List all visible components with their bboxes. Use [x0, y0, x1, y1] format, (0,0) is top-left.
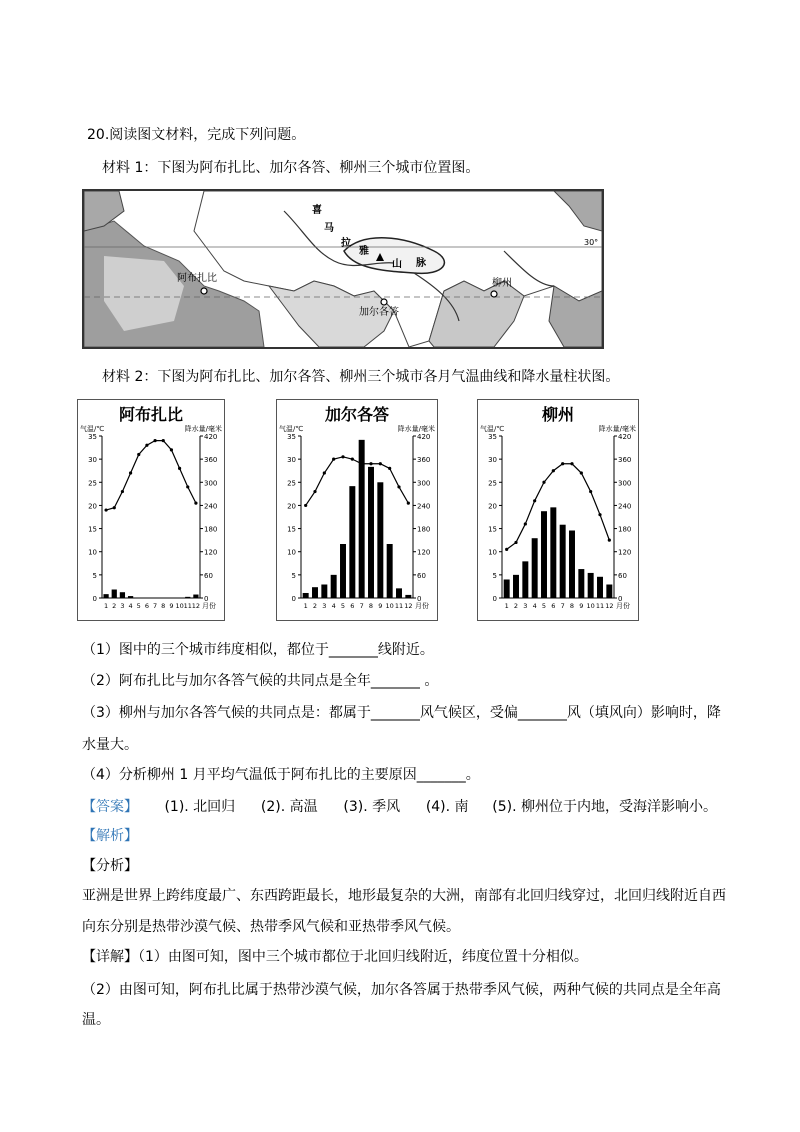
map-label-abu-dhabi: 阿布扎比	[177, 273, 217, 284]
chart-tick-label-left: 10	[287, 548, 296, 557]
chart-tick-label-right: 0	[417, 595, 422, 603]
chart-month-label: 2	[312, 602, 318, 610]
city-marker-kolkata	[381, 299, 387, 305]
precip-bar	[513, 575, 519, 598]
chart-xlabel: 月份	[415, 602, 429, 610]
chart-title: 阿布扎比	[118, 405, 184, 424]
chart-tick-label-left: 20	[287, 502, 296, 511]
chart-tick-label-right: 240	[204, 502, 218, 511]
chart-tick-label-right: 0	[204, 595, 209, 603]
precip-bar	[606, 585, 612, 599]
climate-chart-abu-dhabi	[77, 399, 225, 621]
chart-month-label: 2	[112, 602, 117, 610]
precip-bar	[588, 573, 594, 598]
chart-tick-label-left: 35	[88, 433, 97, 441]
precip-bar	[578, 569, 584, 598]
chart-month-label: 1	[303, 602, 308, 610]
analysis-paragraph-1b: 向东分别是热带沙漠气候、热带季风气候和亚热带季风气候。	[82, 919, 460, 935]
fenxi-tag: 【分析】	[82, 858, 138, 874]
precip-bar	[396, 588, 402, 598]
material-2-text: 材料 2：下图为阿布扎比、加尔各答、柳州三个城市各月气温曲线和降水量柱状图。	[102, 369, 620, 385]
precip-bar	[193, 595, 198, 598]
chart-tick-label-left: 25	[488, 479, 497, 488]
climate-chart-svg-abu-dhabi	[78, 400, 224, 620]
chart-tick-label-right: 420	[618, 433, 632, 441]
chart-tick-label-right: 300	[204, 479, 218, 488]
chart-month-label: 4	[331, 602, 336, 610]
chart-tick-label-right: 180	[204, 525, 218, 534]
material-1-text: 材料 1：下图为阿布扎比、加尔各答、柳州三个城市位置图。	[102, 160, 480, 176]
chart-tick-label-right: 420	[204, 433, 218, 441]
chart-month-label: 5	[541, 602, 547, 610]
chart-ylabel-left: 气温/℃	[279, 425, 304, 433]
chart-month-label: 6	[551, 602, 556, 610]
temperature-point	[397, 485, 400, 488]
answer-tag: 【答案】	[82, 799, 138, 815]
city-marker-abu-dhabi	[201, 288, 207, 294]
temperature-point	[369, 462, 372, 465]
chart-month-label: 12	[191, 602, 201, 610]
precip-bar	[368, 467, 374, 598]
map-label-kolkata: 加尔各答	[359, 307, 399, 318]
chart-tick-label-right: 240	[417, 502, 431, 511]
temperature-point	[332, 458, 335, 461]
chart-tick-label-right: 360	[204, 456, 218, 465]
chart-month-label: 5	[340, 602, 346, 610]
chart-ylabel-right: 降水量/毫米	[598, 425, 636, 433]
temperature-point	[104, 508, 107, 511]
precip-bar	[112, 590, 117, 598]
sub-question-3b: 水量大。	[82, 737, 138, 753]
temperature-point	[323, 471, 326, 474]
precip-bar	[532, 538, 538, 598]
chart-month-label: 4	[532, 602, 537, 610]
precip-bar	[303, 593, 309, 598]
chart-tick-label-left: 5	[492, 571, 497, 580]
sub-question-1: （1）图中的三个城市纬度相似，都位于_______线附近。	[82, 642, 434, 658]
city-marker-liuzhou	[491, 291, 497, 297]
chart-ylabel-left: 气温/℃	[480, 425, 505, 433]
chart-tick-label-left: 15	[488, 525, 497, 534]
temperature-point	[113, 506, 116, 509]
temperature-point	[129, 471, 132, 474]
chart-month-label: 9	[579, 602, 584, 610]
chart-month-label: 3	[523, 602, 528, 610]
chart-tick-label-right: 360	[618, 456, 632, 465]
precip-bar	[597, 577, 603, 598]
detail-1: 【详解】（1）由图可知，图中三个城市都位于北回归线附近，纬度位置十分相似。	[82, 949, 588, 965]
chart-tick-label-right: 60	[417, 571, 426, 580]
temperature-point	[313, 490, 316, 493]
chart-month-label: 11	[394, 602, 404, 610]
chart-month-label: 8	[569, 602, 575, 610]
precip-bar	[312, 587, 318, 598]
chart-month-label: 1	[104, 602, 109, 610]
precip-bar	[128, 596, 133, 598]
chart-month-label: 2	[513, 602, 519, 610]
precip-bar	[340, 544, 346, 598]
chart-tick-label-left: 20	[88, 502, 97, 511]
himalaya-char-6: 脉	[416, 258, 426, 269]
chart-month-label: 10	[385, 602, 394, 610]
location-map	[82, 189, 604, 349]
chart-month-label: 6	[144, 602, 149, 610]
chart-tick-label-right: 60	[204, 571, 213, 580]
precip-bar	[387, 544, 393, 598]
temperature-point	[552, 469, 555, 472]
temperature-point	[153, 439, 156, 442]
chart-month-label: 3	[120, 602, 125, 610]
chart-tick-label-right: 360	[417, 456, 431, 465]
chart-tick-label-left: 5	[291, 571, 296, 580]
precip-bar	[377, 482, 383, 598]
detail-2a: （2）由图可知，阿布扎比属于热带沙漠气候，加尔各答属于热带季风气候，两种气候的共同点是全年高	[82, 982, 721, 998]
temperature-point	[186, 485, 189, 488]
analysis-paragraph-1a: 亚洲是世界上跨纬度最广、东西跨距最长，地形最复杂的大洲，南部有北回归线穿过，北回归线附近自西	[82, 888, 726, 904]
map-label-latitude: 30°	[584, 238, 599, 247]
detail-2b: 温。	[82, 1012, 110, 1028]
temperature-point	[570, 462, 573, 465]
chart-tick-label-right: 420	[417, 433, 431, 441]
chart-month-label: 5	[136, 602, 141, 610]
temperature-point	[145, 444, 148, 447]
sub-question-3a: （3）柳州与加尔各答气候的共同点是：都属于_______风气候区，受偏_______风（填风向）影响时，降	[82, 705, 721, 721]
temperature-point	[178, 467, 181, 470]
chart-month-label: 11	[595, 602, 605, 610]
temperature-point	[514, 541, 517, 544]
temperature-point	[407, 502, 410, 505]
chart-tick-label-left: 25	[287, 479, 296, 488]
chart-month-label: 12	[404, 602, 413, 610]
climate-chart-kolkata	[276, 399, 438, 621]
map-label-liuzhou: 柳州	[492, 278, 512, 289]
precip-bar	[349, 486, 355, 598]
precip-bar	[405, 595, 411, 598]
himalaya-char-2: 马	[324, 223, 334, 234]
chart-tick-label-left: 15	[88, 525, 97, 534]
himalaya-char-3: 拉	[341, 238, 351, 249]
temperature-line	[306, 457, 409, 506]
chart-month-label: 9	[169, 602, 174, 610]
chart-tick-label-left: 30	[88, 456, 97, 465]
map-graphic	[84, 191, 602, 347]
chart-tick-label-right: 120	[204, 548, 218, 557]
chart-ylabel-right: 降水量/毫米	[184, 425, 222, 433]
precip-bar	[120, 592, 125, 598]
temperature-point	[542, 481, 545, 484]
temperature-point	[162, 439, 165, 442]
chart-month-label: 1	[504, 602, 509, 610]
chart-tick-label-left: 30	[287, 456, 296, 465]
temperature-point	[194, 502, 197, 505]
temperature-point	[598, 513, 601, 516]
temperature-point	[388, 467, 391, 470]
precip-bar	[541, 511, 547, 598]
temperature-point	[351, 458, 354, 461]
precip-bar	[560, 525, 566, 598]
chart-ylabel-right: 降水量/毫米	[397, 425, 435, 433]
answer-item-4: (4). 南	[425, 799, 469, 815]
temperature-line	[106, 441, 196, 510]
chart-tick-label-left: 35	[287, 433, 296, 441]
chart-tick-label-right: 120	[417, 548, 431, 557]
chart-month-label: 7	[359, 602, 364, 610]
chart-tick-label-right: 60	[618, 571, 627, 580]
chart-tick-label-left: 10	[88, 548, 97, 557]
chart-month-label: 8	[368, 602, 374, 610]
temperature-point	[379, 462, 382, 465]
temperature-point	[524, 522, 527, 525]
chart-month-label: 10	[175, 602, 184, 610]
chart-tick-label-right: 300	[618, 479, 632, 488]
temperature-point	[533, 499, 536, 502]
chart-tick-label-right: 180	[618, 525, 632, 534]
temperature-point	[304, 504, 307, 507]
chart-month-label: 6	[350, 602, 355, 610]
temperature-line	[507, 464, 610, 550]
question-title: 20.阅读图文材料，完成下列问题。	[87, 127, 306, 143]
chart-tick-label-left: 20	[488, 502, 497, 511]
precip-bar	[185, 597, 190, 598]
jiexi-tag: 【解析】	[82, 828, 138, 844]
precip-bar	[331, 575, 337, 598]
chart-tick-label-left: 25	[88, 479, 97, 488]
chart-month-label: 3	[322, 602, 327, 610]
answer-item-5: (5). 柳州位于内地，受海洋影响小。	[492, 799, 717, 815]
precip-bar	[550, 507, 556, 598]
chart-ylabel-left: 气温/℃	[80, 425, 105, 433]
temperature-point	[137, 453, 140, 456]
chart-xlabel: 月份	[616, 602, 630, 610]
chart-tick-label-left: 15	[287, 525, 296, 534]
chart-tick-label-left: 0	[492, 595, 497, 603]
chart-month-label: 4	[128, 602, 133, 610]
precip-bar	[321, 585, 327, 599]
chart-tick-label-left: 30	[488, 456, 497, 465]
chart-tick-label-right: 180	[417, 525, 431, 534]
chart-title: 加尔各答	[324, 405, 390, 424]
himalaya-char-5: 山	[392, 259, 402, 270]
temperature-point	[561, 462, 564, 465]
temperature-point	[589, 490, 592, 493]
chart-month-label: 11	[183, 602, 192, 610]
chart-tick-label-right: 120	[618, 548, 632, 557]
precip-bar	[504, 579, 510, 598]
climate-chart-liuzhou	[477, 399, 639, 621]
temperature-point	[360, 462, 363, 465]
temperature-point	[121, 490, 124, 493]
chart-month-label: 9	[378, 602, 383, 610]
himalaya-char-1: 喜	[312, 205, 322, 216]
chart-tick-label-left: 0	[291, 595, 296, 603]
temperature-point	[580, 471, 583, 474]
precip-bar	[103, 594, 108, 598]
temperature-point	[505, 548, 508, 551]
answer-item-2: (2). 高温	[260, 799, 318, 815]
temperature-point	[341, 455, 344, 458]
chart-month-label: 12	[605, 602, 614, 610]
chart-xlabel: 月份	[202, 602, 216, 610]
chart-tick-label-left: 35	[488, 433, 497, 441]
chart-tick-label-right: 240	[618, 502, 632, 511]
chart-tick-label-left: 0	[92, 595, 97, 603]
chart-month-label: 10	[586, 602, 595, 610]
temperature-point	[608, 539, 611, 542]
answer-item-1: (1). 北回归	[164, 799, 236, 815]
sub-question-2: （2）阿布扎比与加尔各答气候的共同点是全年_______ 。	[82, 673, 439, 689]
sub-question-4: （4）分析柳州 1 月平均气温低于阿布扎比的主要原因_______。	[82, 767, 480, 783]
answer-row	[82, 797, 717, 817]
chart-title: 柳州	[541, 405, 575, 424]
precip-bar	[522, 561, 528, 598]
chart-tick-label-left: 5	[92, 571, 97, 580]
himalaya-char-4: 雅	[359, 246, 369, 257]
precip-bar	[569, 531, 575, 599]
climate-chart-svg-kolkata	[277, 400, 437, 620]
chart-tick-label-right: 0	[618, 595, 623, 603]
answer-item-3: (3). 季风	[343, 799, 401, 815]
temperature-point	[170, 448, 173, 451]
chart-month-label: 7	[153, 602, 158, 610]
chart-tick-label-right: 300	[417, 479, 431, 488]
chart-month-label: 8	[161, 602, 166, 610]
climate-chart-svg-liuzhou	[478, 400, 638, 620]
chart-month-label: 7	[560, 602, 565, 610]
chart-tick-label-left: 10	[488, 548, 497, 557]
